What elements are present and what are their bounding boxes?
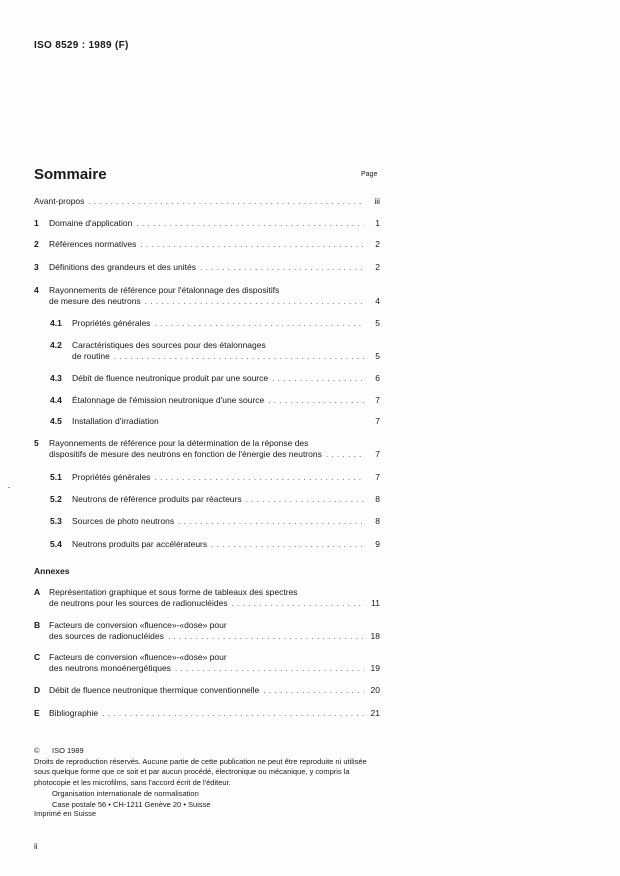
- toc-entry-5-3[interactable]: [50, 516, 380, 527]
- leader-dots: [140, 239, 364, 250]
- leader-dots: [326, 449, 364, 460]
- toc-entry-title: Avant-propos: [34, 196, 85, 206]
- toc-page-number: 2: [375, 239, 380, 249]
- copyright-year: ISO 1989: [52, 746, 84, 755]
- copyright-text: Droits de reproduction réservés. Aucune partie de cette publication ne peut être reproduite ni utilisée sous quelque forme que ce soit et par aucun procédé, électronique ou mécanique, y compris la photocopie et les microfilms, sans l'accord écrit de l'éditeur.: [34, 756, 367, 787]
- toc-entry-number: 5.1: [50, 472, 62, 482]
- toc-entry-title-line: Caractéristiques des sources pour des étalonnages: [72, 340, 266, 350]
- toc-page-number: 4: [375, 296, 380, 306]
- toc-entry-number: 2: [34, 239, 39, 249]
- toc-page-number: 2: [375, 262, 380, 272]
- toc-entry-title: des sources de radionucléides: [49, 631, 164, 641]
- toc-entry-title: Propriétés générales: [72, 318, 151, 328]
- toc-annex-e[interactable]: [34, 708, 380, 719]
- toc-annex-b[interactable]: [34, 620, 380, 642]
- toc-entry-title: Installation d'irradiation: [72, 416, 159, 426]
- toc-entry-5[interactable]: [34, 438, 380, 460]
- toc-annex-d[interactable]: [34, 685, 380, 696]
- toc-entry-number: C: [34, 652, 41, 662]
- toc-entry-3[interactable]: [34, 262, 380, 273]
- toc-entry-number: B: [34, 620, 41, 630]
- leader-dots: [263, 685, 364, 696]
- toc-entry-title: Références normatives: [49, 239, 137, 249]
- toc-entry-title-line: Facteurs de conversion «fluence»-«dose» pour: [49, 620, 227, 630]
- toc-entry-4-5[interactable]: [50, 416, 380, 427]
- toc-page-number: 9: [375, 539, 380, 549]
- toc-entry-title: Domaine d'application: [49, 218, 133, 228]
- toc-entry-title: Débit de fluence neutronique thermique conventionnelle: [49, 685, 260, 695]
- toc-page-number: 8: [375, 494, 380, 504]
- toc-entry-number: 3: [34, 262, 39, 272]
- toc-entry-title-line: Rayonnements de référence pour l'étalonnage des dispositifs: [49, 285, 280, 295]
- organization-name: Organisation internationale de normalisation: [52, 789, 199, 798]
- toc-entry-number: 4.1: [50, 318, 62, 328]
- toc-entry-number: 4.2: [50, 340, 62, 350]
- toc-entry-number: 4.4: [50, 395, 62, 405]
- toc-page-number: 7: [375, 472, 380, 482]
- leader-dots: [272, 373, 364, 384]
- copyright-icon: ©: [34, 746, 40, 755]
- toc-entry-number: E: [34, 708, 40, 718]
- toc-entry-number: 5.4: [50, 539, 62, 549]
- toc-entry-5-2[interactable]: [50, 494, 380, 505]
- toc-page-number: 5: [375, 318, 380, 328]
- toc-entry-number: D: [34, 685, 41, 695]
- leader-dots: [246, 494, 364, 505]
- toc-page-number: 20: [370, 685, 380, 695]
- toc-entry-title-line: Représentation graphique et sous forme de tableaux des spectres: [49, 587, 298, 597]
- leader-dots: [268, 395, 364, 406]
- toc-entry-number: 5.2: [50, 494, 62, 504]
- toc-page-number: 1: [375, 218, 380, 228]
- toc-entry-number: 4.3: [50, 373, 62, 383]
- leader-dots: [175, 663, 364, 674]
- toc-entry-number: 1: [34, 218, 39, 228]
- toc-page-number: 5: [375, 351, 380, 361]
- toc-entry-title: Propriétés générales: [72, 472, 151, 482]
- page-column-label: Page: [361, 171, 378, 178]
- toc-entry-number: 4.5: [50, 416, 62, 426]
- toc-page-number: 7: [375, 416, 380, 426]
- toc-entry-4-2[interactable]: [50, 340, 380, 362]
- toc-entry-title: de mesure des neutrons: [49, 296, 141, 306]
- toc-entry-number: 4: [34, 285, 39, 295]
- leader-dots: [168, 631, 364, 642]
- toc-page-number: 6: [375, 373, 380, 383]
- toc-page-number: 18: [370, 631, 380, 641]
- leader-dots: [145, 296, 364, 307]
- toc-annex-c[interactable]: [34, 652, 380, 674]
- publisher-address: [52, 789, 211, 810]
- toc-entry-title: de neutrons pour les sources de radionucléides: [49, 598, 228, 608]
- postal-address: Case postale 56 • CH-1211 Genève 20 • Suisse: [52, 799, 211, 809]
- toc-entry-5-4[interactable]: [50, 539, 380, 550]
- toc-entry-4-4[interactable]: [50, 395, 380, 406]
- leader-dots: [154, 318, 364, 329]
- toc-entry-1[interactable]: [34, 218, 380, 229]
- toc-entry-title: Neutrons de référence produits par réacteurs: [72, 494, 242, 504]
- toc-entry-number: 5.3: [50, 516, 62, 526]
- toc-page-number: 7: [375, 395, 380, 405]
- toc-entry-4-1[interactable]: [50, 318, 380, 329]
- toc-page-number: 21: [370, 708, 380, 718]
- copyright-line: [34, 746, 384, 757]
- toc-entry-title: Étalonnage de l'émission neutronique d'une source: [72, 395, 265, 405]
- toc-entry-title: Bibliographie: [49, 708, 99, 718]
- leader-dots: [211, 539, 364, 550]
- toc-entry-4-3[interactable]: [50, 373, 380, 384]
- leader-dots: [232, 598, 364, 609]
- toc-page-number: 8: [375, 516, 380, 526]
- toc-entry-2[interactable]: [34, 239, 380, 250]
- toc-entry-4[interactable]: [34, 285, 380, 307]
- leader-dots: [200, 262, 364, 273]
- toc-page-number: 7: [375, 449, 380, 459]
- toc-entry-title: des neutrons monoénergétiques: [49, 663, 171, 673]
- leader-dots: [114, 351, 364, 362]
- leader-dots: [88, 196, 364, 207]
- toc-entry-title: Définitions des grandeurs et des unités: [49, 262, 196, 272]
- document-header: ISO 8529 : 1989 (F): [34, 40, 129, 51]
- leader-dots: [154, 472, 364, 483]
- leader-dots: [178, 516, 364, 527]
- toc-entry-5-1[interactable]: [50, 472, 380, 483]
- copyright-notice: [34, 746, 384, 788]
- toc-annex-a[interactable]: [34, 587, 380, 609]
- toc-entry-title: Sources de photo neutrons: [72, 516, 175, 526]
- toc-page-number: 11: [371, 598, 380, 608]
- toc-entry-avant-propos[interactable]: [34, 196, 380, 207]
- toc-entry-title-line: Rayonnements de référence pour la détermination de la réponse des: [49, 438, 309, 448]
- printed-in: Imprimé en Suisse: [34, 809, 97, 818]
- footer-page-number: ii: [34, 842, 38, 851]
- toc-page-number: iii: [374, 196, 380, 206]
- toc-page-number: 19: [370, 663, 380, 673]
- leader-dots: [136, 218, 364, 229]
- toc-entry-title: dispositifs de mesure des neutrons en fonction de l'énergie des neutrons: [49, 449, 322, 459]
- toc-entry-number: A: [34, 587, 41, 597]
- leader-dots: [102, 708, 364, 719]
- page-title: Sommaire: [34, 166, 107, 183]
- annexes-heading: Annexes: [34, 566, 70, 576]
- toc-entry-title: de routine: [72, 351, 110, 361]
- toc-entry-title: Neutrons produits par accélérateurs: [72, 539, 208, 549]
- toc-entry-title-line: Facteurs de conversion «fluence»-«dose» pour: [49, 652, 227, 662]
- toc-entry-title: Débit de fluence neutronique produit par une source: [72, 373, 269, 383]
- scan-artifact: [8, 487, 10, 488]
- toc-entry-number: 5: [34, 438, 39, 448]
